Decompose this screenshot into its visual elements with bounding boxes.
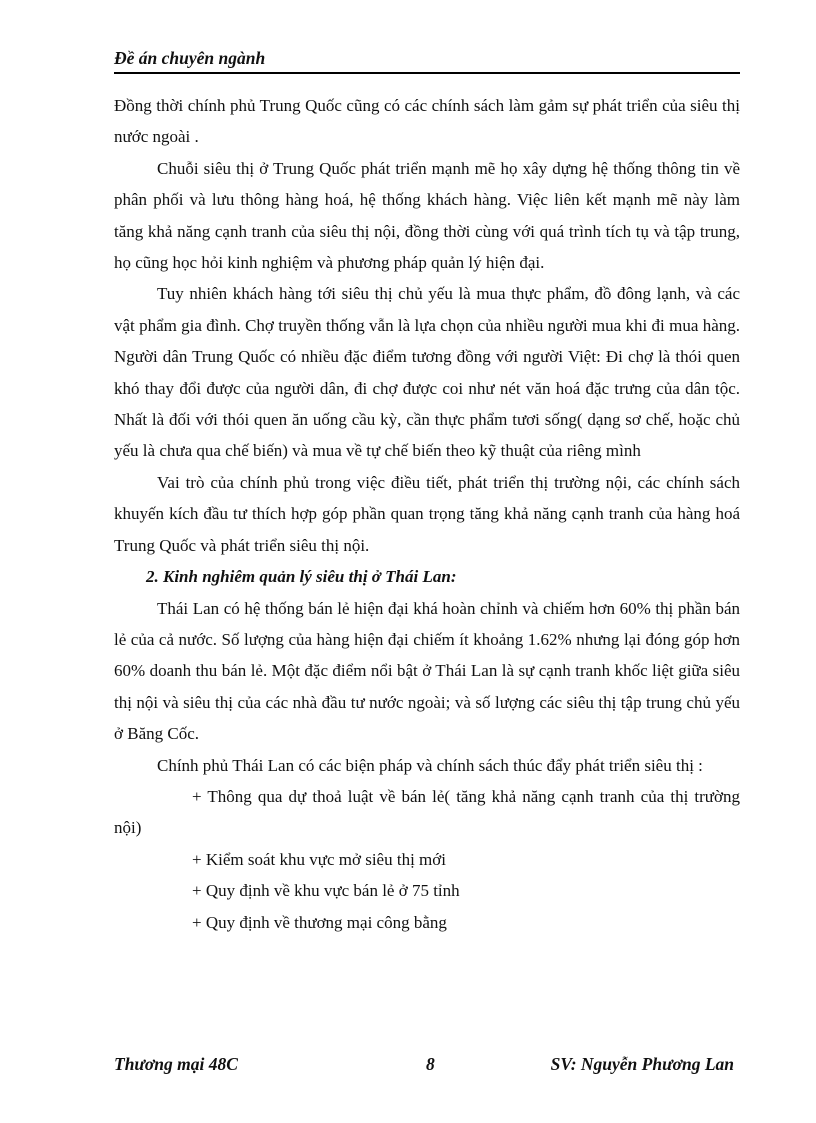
page-footer <box>114 1054 740 1078</box>
footer-class: Thương mại 48C <box>114 1054 238 1074</box>
page-number: 8 <box>426 1054 435 1074</box>
paragraph-5: Thái Lan có hệ thống bán lẻ hiện đại khá hoàn chỉnh và chiếm hơn 60% thị phần bán lẻ của cả nước. Số lượng của hàng hiện đại chiếm ít khoảng 1.62% nhưng lại đóng góp hơn 60% doanh thu bán lẻ. Một đặc điểm nổi bật ở Thái Lan là sự cạnh tranh khốc liệt giữa siêu thị nội và siêu thị của các nhà đầu tư nước ngoài; và số lượng các siêu thị tập trung chủ yếu ở Băng Cốc. <box>114 598 740 744</box>
paragraph-1: Đồng thời chính phủ Trung Quốc cũng có các chính sách làm gảm sự phát triển của siêu thị nước ngoài . <box>114 96 740 147</box>
list-item: + Quy định về thương mại công bằng <box>192 912 447 932</box>
header-title: Đề án chuyên ngành <box>114 48 266 68</box>
section-heading: 2. Kinh nghiêm quản lý siêu thị ở Thái Lan: <box>146 567 457 587</box>
paragraph-2: Chuỗi siêu thị ở Trung Quốc phát triển mạnh mẽ họ xây dựng hệ thống thông tin về phân phối và lưu thông hàng hoá, hệ thống khách hàng. Việc liên kết mạnh mẽ này làm tăng khả năng cạnh tranh của siêu thị nội, đồng thời cùng với quá trình tích tụ và tập trung, họ cũng học hỏi kinh nghiệm và phương pháp quản lý hiện đại. <box>114 158 740 273</box>
paragraph-3: Tuy nhiên khách hàng tới siêu thị chủ yếu là mua thực phẩm, đồ đông lạnh, và các vật phẩm gia đình. Chợ truyền thống vẫn là lựa chọn của nhiều người mua khi đi mua hàng. Người dân Trung Quốc có nhiều đặc điểm tương đồng với người Việt: Đi chợ là thói quen khó thay đổi được của người dân, đi chợ được coi như nét văn hoá đặc trưng của dân tộc. Nhất là đối với thói quen ăn uống cầu kỳ, cần thực phẩm tươi sống( dạng sơ chế, hoặc chủ yếu là chưa qua chế biến) và mua về tự chế biến theo kỹ thuật của riêng mình <box>114 284 740 461</box>
page-header <box>114 46 740 74</box>
paragraph-6: Chính phủ Thái Lan có các biện pháp và chính sách thúc đẩy phát triển siêu thị : <box>157 755 703 775</box>
list-item: + Quy định về khu vực bán lẻ ở 75 tỉnh <box>192 881 460 901</box>
document-body <box>114 90 740 938</box>
paragraph-4: Vai trò của chính phủ trong việc điều tiết, phát triển thị trường nội, các chính sách khuyến kích đầu tư thích hợp góp phần quan trọng tăng khả năng cạnh tranh của hàng hoá Trung Quốc và phát triển siêu thị nội. <box>114 472 740 555</box>
list-item: + Thông qua dự thoả luật về bán lẻ( tăng khả năng cạnh tranh của thị trường nội) <box>114 786 740 838</box>
footer-author: SV: Nguyễn Phương Lan <box>550 1054 734 1074</box>
list-item: + Kiểm soát khu vực mở siêu thị mới <box>192 849 446 869</box>
